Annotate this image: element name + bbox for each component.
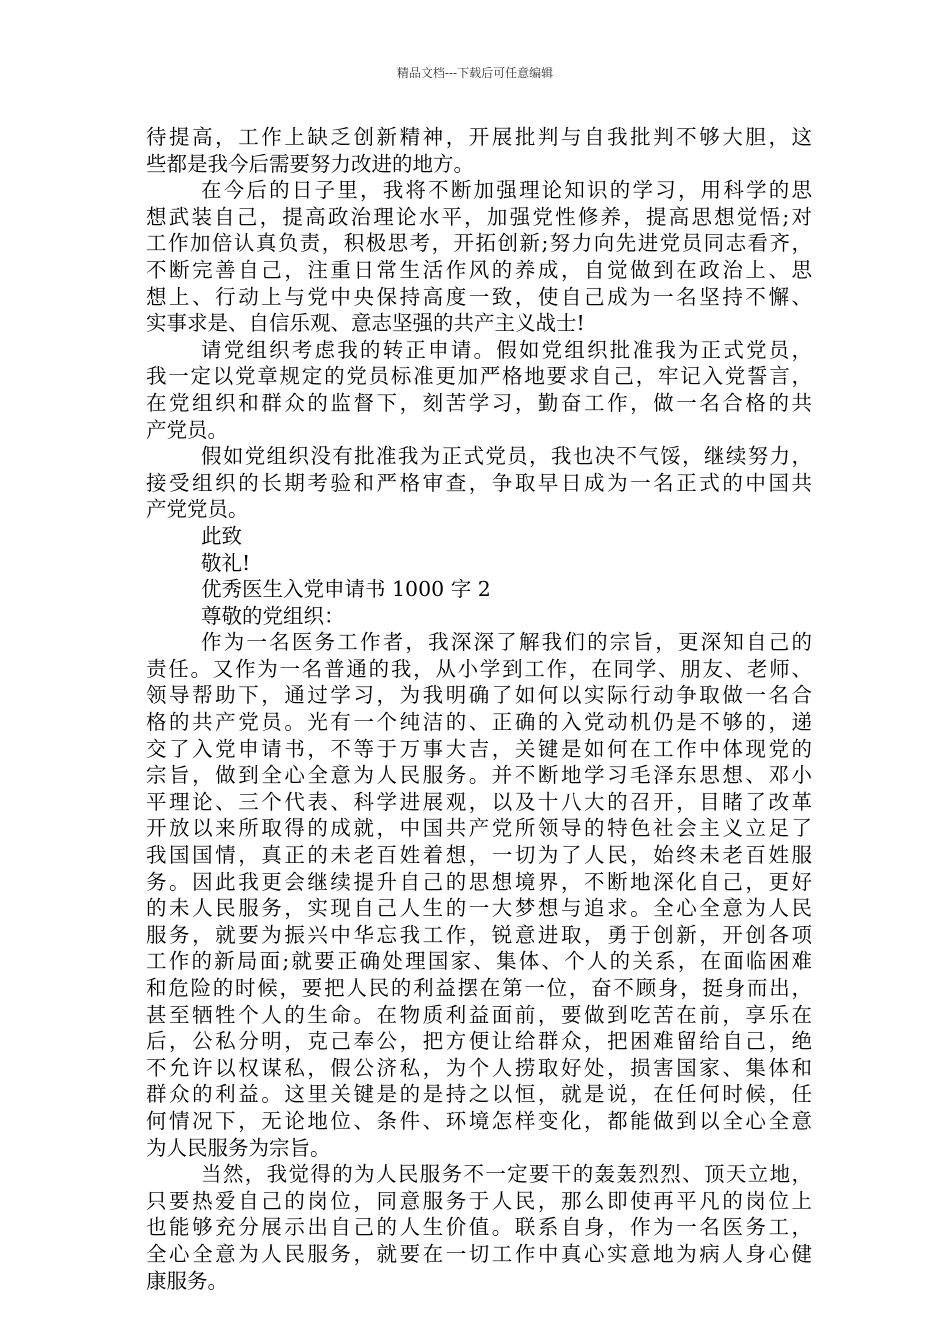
text-line: 格的共产党员。光有一个纯洁的、正确的入党动机仍是不够的，递 [146, 710, 812, 735]
text-line: 甚至牺牲个人的生命。在物质利益面前，要做到吃苦在前，享乐在 [146, 1002, 812, 1027]
text-line: 工作的新局面;就要正确处理国家、集体、个人的关系，在面临困难 [146, 949, 812, 974]
text-line: 些都是我今后需要努力改进的地方。 [146, 151, 474, 176]
text-line: 想上、行动上与党中央保持高度一致，使自己成为一名坚持不懈、 [146, 284, 812, 309]
text-line: 待提高，工作上缺乏创新精神，开展批判与自我批判不够大胆，这 [146, 125, 812, 149]
text-line: 我一定以党章规定的党员标准更加严格地要求自己，牢记入党誓言， [146, 364, 812, 389]
page-header: 精品文档---下载后可任意编辑 [396, 66, 554, 80]
text-line: 服务，就要为振兴中华忘我工作，锐意进取，勇于创新，开创各项 [146, 922, 812, 947]
text-line: 接受组织的长期考验和严格审查，争取早日成为一名正式的中国共 [146, 470, 812, 495]
document-body [146, 124, 812, 1294]
text-line: 请党组织考虑我的转正申请。假如党组织批准我为正式党员， [201, 337, 812, 362]
text-line: 全心全意为人民服务，就要在一切工作中真心实意地为病人身心健 [146, 1241, 812, 1266]
text-line: 和危险的时候，要把人民的利益摆在第一位，奋不顾身，挺身而出， [146, 976, 812, 1000]
text-line: 为人民服务为宗旨。 [146, 1135, 331, 1160]
text-line: 何情况下，无论地位、条件、环境怎样变化，都能做到以全心全意 [146, 1108, 812, 1133]
text-line: 不允许以权谋私，假公济私，为个人捞取好处，损害国家、集体和 [146, 1055, 812, 1080]
text-line: 产党员。 [146, 417, 228, 442]
text-line: 只要热爱自己的岗位，同意服务于人民，那么即使再平凡的岗位上 [146, 1188, 812, 1213]
text-line: 当然，我觉得的为人民服务不一定要干的轰轰烈烈、顶天立地， [201, 1162, 812, 1187]
text-line: 工作加倍认真负责，积极思考，开拓创新;努力向先进党员同志看齐， [146, 231, 812, 256]
text-line: 想武装自己，提高政治理论水平，加强党性修养，提高思想觉悟;对 [146, 204, 812, 229]
text-line: 实事求是、自信乐观、意志坚强的共产主义战士! [146, 311, 585, 336]
text-line: 群众的利益。这里关键是的是持之以恒，就是说，在任何时候，任 [146, 1082, 812, 1107]
text-line: 宗旨，做到全心全意为人民服务。并不断地学习毛泽东思想、邓小 [146, 763, 812, 788]
text-line: 此致 [201, 523, 242, 548]
text-line: 康服务。 [146, 1268, 228, 1293]
text-line: 假如党组织没有批准我为正式党员，我也决不气馁，继续努力， [201, 444, 812, 469]
text-line: 产党党员。 [146, 497, 249, 522]
text-line: 优秀医生入党申请书 1000 字 2 [201, 577, 491, 602]
text-line: 领导帮助下，通过学习，为我明确了如何以实际行动争取做一名合 [146, 683, 812, 708]
text-line: 敬礼! [201, 550, 251, 575]
text-line: 作为一名医务工作者，我深深了解我们的宗旨，更深知自己的 [201, 630, 812, 655]
text-line: 在今后的日子里，我将不断加强理论知识的学习，用科学的思 [201, 178, 812, 203]
text-line: 尊敬的党组织： [201, 603, 345, 628]
text-line: 的未人民服务，实现自己人生的一大梦想与追求。全心全意为人民 [146, 896, 812, 921]
text-line: 平理论、三个代表、科学进展观，以及十八大的召开，目睹了改革 [146, 789, 812, 814]
text-line: 后，公私分明，克己奉公，把方便让给群众，把困难留给自己，绝 [146, 1029, 812, 1054]
text-line: 不断完善自己，注重日常生活作风的养成，自觉做到在政治上、思 [146, 257, 812, 282]
text-line: 也能够充分展示出自己的人生价值。联系自身，作为一名医务工， [146, 1215, 812, 1240]
text-line: 交了入党申请书，不等于万事大吉，关键是如何在工作中体现党的 [146, 736, 812, 761]
text-line: 务。因此我更会继续提升自己的思想境界，不断地深化自己，更好 [146, 869, 812, 894]
text-line: 开放以来所取得的成就，中国共产党所领导的特色社会主义立足了 [146, 816, 812, 841]
text-line: 在党组织和群众的监督下，刻苦学习，勤奋工作，做一名合格的共 [146, 390, 812, 415]
text-line: 责任。又作为一名普通的我，从小学到工作，在同学、朋友、老师、 [146, 656, 812, 681]
text-line: 我国国情，真正的未老百姓着想，一切为了人民，始终未老百姓服 [146, 843, 812, 868]
